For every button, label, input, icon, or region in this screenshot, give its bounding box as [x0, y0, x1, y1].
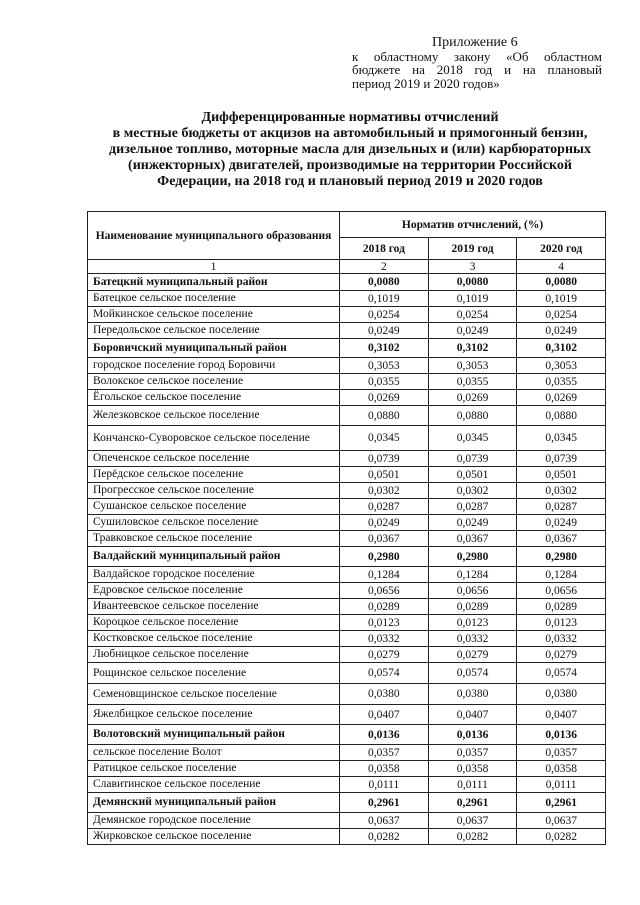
- table-row: [88, 725, 606, 745]
- municipality-name: Костковское сельское поселение: [88, 631, 340, 647]
- municipality-name: Травковское сельское поселение: [88, 531, 340, 547]
- norm-value: 0,0357: [517, 745, 606, 761]
- norm-value: 0,0501: [517, 467, 606, 483]
- norm-value: 0,0357: [340, 745, 429, 761]
- municipality-name: Кончанско-Суворовское сельское поселение: [88, 426, 340, 451]
- table-row: [88, 663, 606, 684]
- norm-value: 0,1019: [517, 291, 606, 307]
- municipality-name: Перёдское сельское поселение: [88, 467, 340, 483]
- header-municipality: Наименование муниципального образования: [88, 212, 340, 260]
- appendix-line: бюджете на 2018 год и на плановый: [352, 62, 602, 77]
- column-number: 4: [517, 260, 606, 274]
- norm-value: 0,0656: [517, 583, 606, 599]
- norm-value: 0,0358: [428, 761, 517, 777]
- table-row: [88, 426, 606, 451]
- table-row: [88, 647, 606, 663]
- appendix-heading: Приложение 6: [432, 35, 518, 50]
- norm-value: 0,0282: [428, 829, 517, 845]
- municipality-name: городское поселение город Боровичи: [88, 358, 340, 374]
- norm-value: 0,0345: [517, 426, 606, 451]
- norm-value: 0,0136: [428, 725, 517, 745]
- municipality-name: Боровичский муниципальный район: [88, 339, 340, 358]
- norm-value: 0,0880: [517, 406, 606, 426]
- municipality-name: Ратицкое сельское поселение: [88, 761, 340, 777]
- norm-value: 0,0574: [517, 663, 606, 684]
- norm-value: 0,0345: [428, 426, 517, 451]
- norm-value: 0,3053: [428, 358, 517, 374]
- norm-value: 0,0279: [428, 647, 517, 663]
- municipality-name: Мойкинское сельское поселение: [88, 307, 340, 323]
- norm-value: 0,0136: [340, 725, 429, 745]
- table-row: [88, 599, 606, 615]
- norm-value: 0,0249: [517, 323, 606, 339]
- municipality-name: Демянское городское поселение: [88, 813, 340, 829]
- header-year: 2018 год: [340, 238, 429, 260]
- norm-value: 0,0279: [517, 647, 606, 663]
- table-row: [88, 547, 606, 567]
- appendix-line: к областному закону «Об областном: [352, 48, 602, 64]
- table-row: [88, 705, 606, 725]
- table-row: [88, 339, 606, 358]
- norm-value: 0,0111: [517, 777, 606, 793]
- municipality-name: Жирковское сельское поселение: [88, 829, 340, 845]
- municipality-name: Валдайский муниципальный район: [88, 547, 340, 567]
- table-row: [88, 531, 606, 547]
- table-row: [88, 777, 606, 793]
- norm-value: 0,0282: [517, 829, 606, 845]
- norm-value: 0,3102: [517, 339, 606, 358]
- norm-value: 0,0345: [340, 426, 429, 451]
- column-number: 1: [88, 260, 340, 274]
- norm-value: 0,2961: [517, 793, 606, 813]
- norms-table: [87, 211, 606, 845]
- norm-value: 0,2980: [517, 547, 606, 567]
- norm-value: 0,0407: [340, 705, 429, 725]
- norm-value: 0,0367: [340, 531, 429, 547]
- norm-value: 0,0407: [428, 705, 517, 725]
- norm-value: 0,0287: [340, 499, 429, 515]
- norm-value: 0,0080: [517, 274, 606, 291]
- column-numbers-row: [88, 260, 606, 274]
- norm-value: 0,3102: [340, 339, 429, 358]
- norm-value: 0,0080: [428, 274, 517, 291]
- norm-value: 0,0269: [428, 390, 517, 406]
- column-number: 2: [340, 260, 429, 274]
- norm-value: 0,0358: [340, 761, 429, 777]
- municipality-name: Валдайское городское поселение: [88, 567, 340, 583]
- table-row: [88, 451, 606, 467]
- table-row: [88, 406, 606, 426]
- norm-value: 0,1284: [340, 567, 429, 583]
- header-year: 2019 год: [428, 238, 517, 260]
- table-body: [88, 260, 606, 845]
- municipality-name: Любницкое сельское поселение: [88, 647, 340, 663]
- table-row: [88, 813, 606, 829]
- norm-value: 0,0380: [428, 684, 517, 705]
- norm-value: 0,0254: [340, 307, 429, 323]
- table-row: [88, 499, 606, 515]
- norm-value: 0,0254: [428, 307, 517, 323]
- norm-value: 0,0739: [340, 451, 429, 467]
- municipality-name: Сушиловское сельское поселение: [88, 515, 340, 531]
- table-row: [88, 358, 606, 374]
- norm-value: 0,0332: [517, 631, 606, 647]
- title-line: дизельное топливо, моторные масла для дизельных и (или) карбюраторных: [109, 142, 591, 157]
- norm-value: 0,0249: [340, 515, 429, 531]
- table-row: [88, 483, 606, 499]
- norm-value: 0,0269: [340, 390, 429, 406]
- norm-value: 0,0501: [428, 467, 517, 483]
- norm-value: 0,1019: [428, 291, 517, 307]
- table-row: [88, 567, 606, 583]
- municipality-name: Опеченское сельское поселение: [88, 451, 340, 467]
- norm-value: 0,0355: [428, 374, 517, 390]
- municipality-name: Семеновщинское сельское поселение: [88, 684, 340, 705]
- norm-value: 0,0123: [428, 615, 517, 631]
- norm-value: 0,2961: [340, 793, 429, 813]
- norm-value: 0,0380: [340, 684, 429, 705]
- norm-value: 0,0080: [340, 274, 429, 291]
- title-line: в местные бюджеты от акцизов на автомобильный и прямогонный бензин,: [112, 126, 588, 141]
- table-row: [88, 631, 606, 647]
- norm-value: 0,0111: [428, 777, 517, 793]
- table-row: [88, 291, 606, 307]
- municipality-name: Волокское сельское поселение: [88, 374, 340, 390]
- column-number: 3: [428, 260, 517, 274]
- norm-value: 0,0574: [428, 663, 517, 684]
- municipality-name: Батецкое сельское поселение: [88, 291, 340, 307]
- norm-value: 0,0380: [517, 684, 606, 705]
- norm-value: 0,0637: [428, 813, 517, 829]
- table-row: [88, 583, 606, 599]
- norm-value: 0,0302: [428, 483, 517, 499]
- norm-value: 0,0289: [428, 599, 517, 615]
- table-row: [88, 793, 606, 813]
- municipality-name: Батецкий муниципальный район: [88, 274, 340, 291]
- norm-value: 0,0287: [517, 499, 606, 515]
- title-line: Федерации, на 2018 год и плановый период 2019 и 2020 годов: [157, 174, 543, 189]
- norm-value: 0,0501: [340, 467, 429, 483]
- norm-value: 0,0407: [517, 705, 606, 725]
- norm-value: 0,0332: [340, 631, 429, 647]
- table-row: [88, 390, 606, 406]
- title-line: (инжекторных) двигателей, производимые на территории Российской: [128, 158, 572, 173]
- norm-value: 0,1284: [428, 567, 517, 583]
- municipality-name: Короцкое сельское поселение: [88, 615, 340, 631]
- table-row: [88, 684, 606, 705]
- norm-value: 0,0123: [517, 615, 606, 631]
- municipality-name: Яжелбицкое сельское поселение: [88, 705, 340, 725]
- table-row: [88, 467, 606, 483]
- norm-value: 0,0254: [517, 307, 606, 323]
- municipality-name: Едровское сельское поселение: [88, 583, 340, 599]
- title-line: Дифференцированные нормативы отчислений: [201, 110, 499, 125]
- table-row: [88, 274, 606, 291]
- norm-value: 0,0367: [517, 531, 606, 547]
- header-year: 2020 год: [517, 238, 606, 260]
- norm-value: 0,3053: [517, 358, 606, 374]
- norm-value: 0,0358: [517, 761, 606, 777]
- norm-value: 0,0355: [340, 374, 429, 390]
- norm-value: 0,3102: [428, 339, 517, 358]
- norm-value: 0,0574: [340, 663, 429, 684]
- appendix-line: период 2019 и 2020 годов»: [352, 75, 500, 91]
- municipality-name: Рощинское сельское поселение: [88, 663, 340, 684]
- norm-value: 0,0287: [428, 499, 517, 515]
- table-row: [88, 761, 606, 777]
- municipality-name: Волотовский муниципальный район: [88, 725, 340, 745]
- norm-value: 0,2980: [340, 547, 429, 567]
- municipality-name: Сушанское сельское поселение: [88, 499, 340, 515]
- norm-value: 0,0656: [340, 583, 429, 599]
- municipality-name: Прогресское сельское поселение: [88, 483, 340, 499]
- norm-value: 0,0249: [428, 515, 517, 531]
- norm-value: 0,2980: [428, 547, 517, 567]
- norm-value: 0,0269: [517, 390, 606, 406]
- norm-value: 0,0739: [517, 451, 606, 467]
- norm-value: 0,0367: [428, 531, 517, 547]
- table-row: [88, 323, 606, 339]
- norm-value: 0,0249: [428, 323, 517, 339]
- table-row: [88, 615, 606, 631]
- table-row: [88, 374, 606, 390]
- table-row: [88, 515, 606, 531]
- municipality-name: сельское поселение Волот: [88, 745, 340, 761]
- norm-value: 0,2961: [428, 793, 517, 813]
- table-row: [88, 829, 606, 845]
- norm-value: 0,0279: [340, 647, 429, 663]
- appendix-block: [352, 36, 602, 90]
- norm-value: 0,0111: [340, 777, 429, 793]
- norm-value: 0,0637: [517, 813, 606, 829]
- municipality-name: Железковское сельское поселение: [88, 406, 340, 426]
- norm-value: 0,0123: [340, 615, 429, 631]
- norm-value: 0,1284: [517, 567, 606, 583]
- norm-value: 0,0637: [340, 813, 429, 829]
- table-row: [88, 745, 606, 761]
- norm-value: 0,0880: [428, 406, 517, 426]
- norm-value: 0,0136: [517, 725, 606, 745]
- norm-value: 0,0289: [517, 599, 606, 615]
- norm-value: 0,0289: [340, 599, 429, 615]
- norm-value: 0,0302: [517, 483, 606, 499]
- norm-value: 0,1019: [340, 291, 429, 307]
- document-title: [80, 110, 620, 190]
- municipality-name: Славитинское сельское поселение: [88, 777, 340, 793]
- norm-value: 0,0656: [428, 583, 517, 599]
- norm-value: 0,0332: [428, 631, 517, 647]
- norm-value: 0,0739: [428, 451, 517, 467]
- norm-value: 0,0355: [517, 374, 606, 390]
- norm-value: 0,0880: [340, 406, 429, 426]
- norm-value: 0,3053: [340, 358, 429, 374]
- municipality-name: Ёгольское сельское поселение: [88, 390, 340, 406]
- norm-value: 0,0282: [340, 829, 429, 845]
- norm-value: 0,0249: [517, 515, 606, 531]
- norm-value: 0,0249: [340, 323, 429, 339]
- norm-value: 0,0302: [340, 483, 429, 499]
- municipality-name: Ивантеевское сельское поселение: [88, 599, 340, 615]
- table-row: [88, 307, 606, 323]
- municipality-name: Демянский муниципальный район: [88, 793, 340, 813]
- header-norm-group: Норматив отчислений, (%): [340, 212, 606, 238]
- municipality-name: Передольское сельское поселение: [88, 323, 340, 339]
- norm-value: 0,0357: [428, 745, 517, 761]
